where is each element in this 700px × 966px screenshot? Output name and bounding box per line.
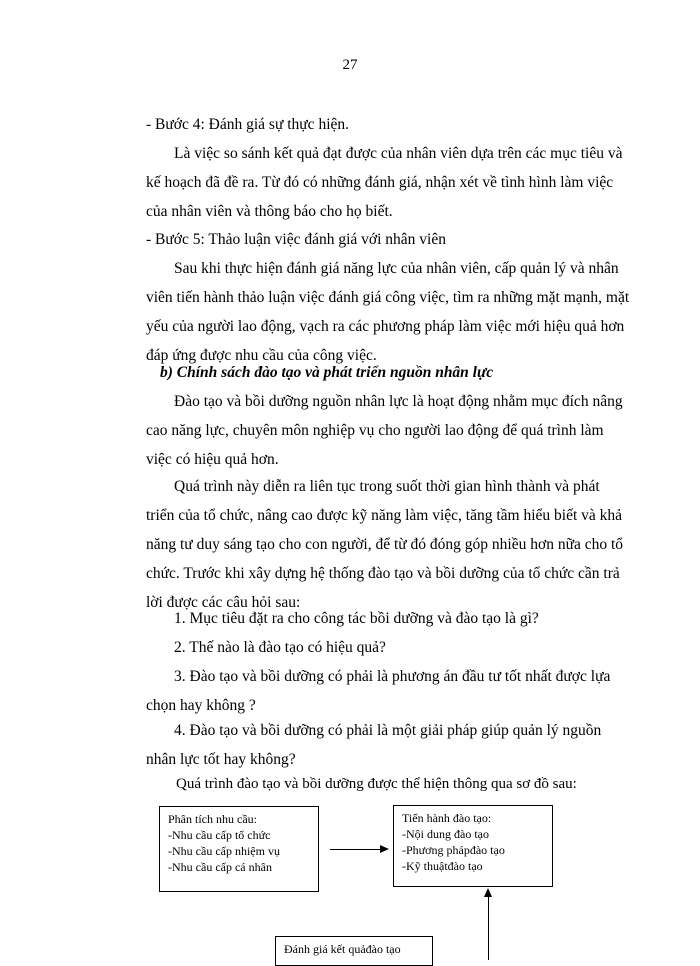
question-1: 1. Mục tiêu đặt ra cho công tác bồi dưỡng và đào tạo là gì?: [174, 610, 539, 627]
page-number: 27: [342, 57, 358, 73]
conduct-training-box: [393, 805, 553, 887]
step5-heading: - Bước 5: Thảo luận việc đánh giá với nhân viên: [146, 231, 446, 248]
section-b-heading: b) Chính sách đào tạo và phát triển nguồn nhân lực: [160, 364, 494, 381]
diagram-caption: Quá trình đào tạo và bồi dưỡng được thể hiện thông qua sơ đồ sau:: [176, 776, 577, 792]
needs-item: -Nhu cầu cấp cá nhân: [168, 860, 272, 874]
arrow-head-right: [380, 845, 389, 853]
arrow-evaluate-to-conduct: [488, 897, 489, 960]
arrow-head-up: [484, 888, 492, 897]
step4-body: Là việc so sánh kết quả đạt được của nhân viên dựa trên các mục tiêu và kế hoạch đã đề ra. Từ đó có những đánh giá, nhận xét về tình hình làm việc của nhân viên và thông báo cho họ biết.: [146, 145, 623, 220]
evaluation-box: [275, 936, 433, 966]
needs-item: -Nhu cầu cấp nhiệm vụ: [168, 844, 280, 858]
question-2: 2. Thế nào là đào tạo có hiệu quả?: [174, 639, 386, 656]
step5-body: Sau khi thực hiện đánh giá năng lực của nhân viên, cấp quản lý và nhân viên tiến hành thảo luận việc đánh giá công việc, tìm ra những mặt mạnh, mặt yếu của người lao động, vạch ra các phương pháp làm việc mới hiệu quả hơn đáp ứng được nhu cầu của công việc.: [146, 260, 630, 364]
needs-analysis-title: Phân tích nhu cầu:: [168, 812, 257, 826]
training-intro: Đào tạo và bồi dưỡng nguồn nhân lực là hoạt động nhằm mục đích nâng cao năng lực, chuyên môn nghiệp vụ cho người lao động để quá trình làm việc có hiệu quả hơn.: [146, 393, 623, 468]
conduct-item: -Phương phápđào tạo: [402, 843, 505, 857]
needs-analysis-box: [159, 806, 319, 892]
needs-item: -Nhu cầu cấp tổ chức: [168, 828, 271, 842]
conduct-training-title: Tiến hành đào tạo:: [402, 811, 492, 825]
conduct-item: -Nội dung đào tạo: [402, 827, 489, 841]
conduct-item: -Kỹ thuậtđào tạo: [402, 859, 483, 873]
evaluation-title: Đánh giá kết quảđào tạo: [284, 942, 401, 956]
process-paragraph: Quá trình này diễn ra liên tục trong suốt thời gian hình thành và phát triển của tổ chức, nâng cao được kỹ năng làm việc, tăng tầm hiểu biết và khả năng tư duy sáng tạo cho con người, để từ đó đóng góp nhiều hơn nữa cho tổ chức. Trước khi xây dựng hệ thống đào tạo và bồi dưỡng của tổ chức cần trả lời được các câu hỏi sau:: [146, 478, 624, 611]
step4-heading: - Bước 4: Đánh giá sự thực hiện.: [146, 116, 349, 133]
question-3: 3. Đào tạo và bồi dưỡng có phải là phương án đầu tư tốt nhất được lựa chọn hay không ?: [146, 668, 611, 714]
question-4: 4. Đào tạo và bồi dưỡng có phải là một giải pháp giúp quản lý nguồn nhân lực tốt hay không?: [146, 722, 602, 768]
arrow-needs-to-conduct: [330, 849, 380, 850]
